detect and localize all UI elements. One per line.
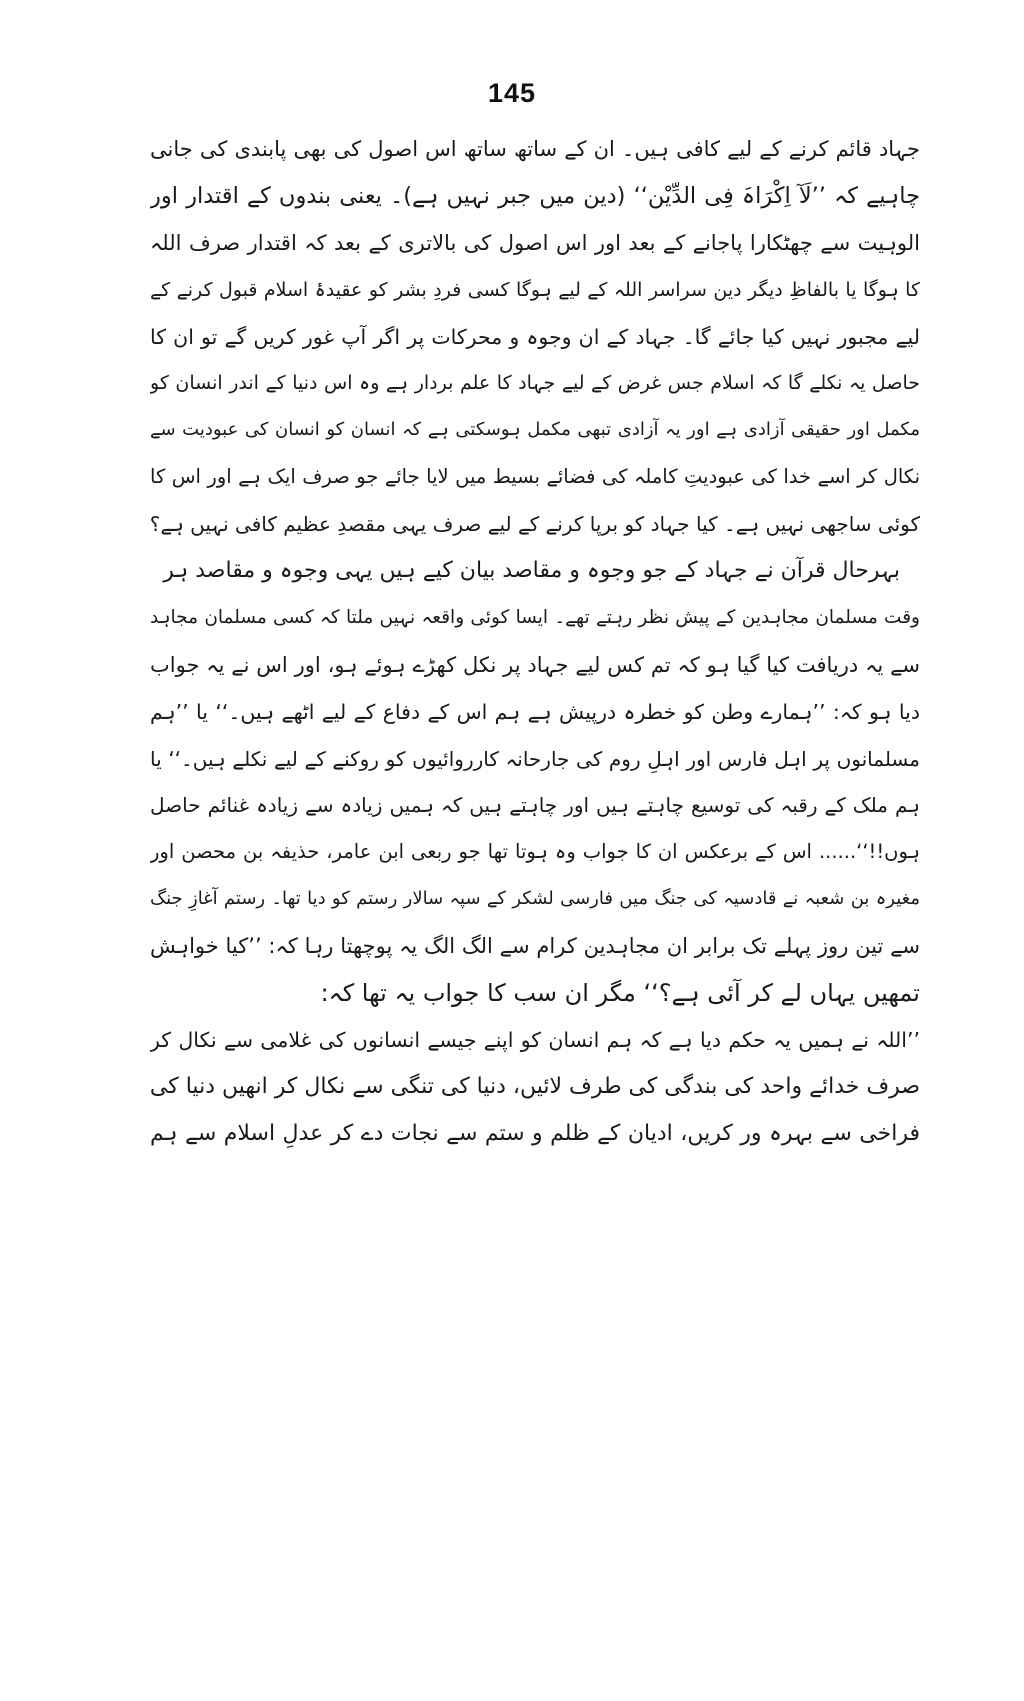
body-text	[150, 126, 920, 1158]
text-line: ہم ملک کے رقبہ کی توسیع چاہتے ہیں اور چاہتے ہیں کہ ہمیں زیادہ سے زیادہ غنائم حاصل	[150, 793, 920, 818]
text-line: کا ہوگا یا بالفاظِ دیگر دین سراسر اللہ کے لیے ہوگا کسی فردِ بشر کو عقیدۂ اسلام قبول کرنے کے	[150, 278, 920, 301]
text-line: سے تین روز پہلے تک برابر ان مجاہدین کرام سے الگ الگ یہ پوچھتا رہا کہ: ’’کیا خواہش	[150, 934, 920, 959]
quote-line: صرف خدائے واحد کی بندگی کی طرف لائیں، دنیا کی تنگی سے نکال کر انھیں دنیا کی	[150, 1073, 920, 1099]
text-line: لیے مجبور نہیں کیا جائے گا۔ جہاد کے ان وجوہ و محرکات پر اگر آپ غور کریں گے تو ان کا	[150, 324, 920, 349]
text-line: چاہیے کہ ’’لَآ اِکْرَاہَ فِی الدِّیْن‘‘ (دین میں جبر نہیں ہے)۔ یعنی بندوں کے اقتدار اور	[150, 182, 920, 209]
text-line: الوہیت سے چھٹکارا پاجانے کے بعد اور اس اصول کی بالاتری کے بعد کہ اقتدار صرف اللہ	[150, 230, 920, 255]
quote-line: فراخی سے بہرہ ور کریں، ادیان کے ظلم و ستم سے نجات دے کر عدلِ اسلام سے ہم	[150, 1120, 920, 1146]
text-line: تمھیں یہاں لے کر آئی ہے؟‘‘ مگر ان سب کا جواب یہ تھا کہ:	[320, 979, 920, 1008]
text-line: دیا ہو کہ: ’’ہمارے وطن کو خطرہ درپیش ہے ہم اس کے دفاع کے لیے اٹھے ہیں۔‘‘ یا ’’ہم	[150, 699, 920, 724]
text-line: ہوں!!‘‘...... اس کے برعکس ان کا جواب وہ ہوتا تھا جو ربعی ابن عامر، حذیفہ بن محصن اور	[150, 840, 920, 864]
page-number: 145	[487, 78, 537, 108]
text-line: نکال کر اسے خدا کی عبودیتِ کاملہ کی فضائے بسیط میں لایا جائے جو صرف ایک ہے اور اس کا	[150, 465, 920, 489]
text-line: جہاد قائم کرنے کے لیے کافی ہیں۔ ان کے ساتھ ساتھ اس اصول کی بھی پابندی کی جانی	[150, 137, 920, 161]
text-line: کوئی ساجھی نہیں ہے۔ کیا جہاد کو برپا کرنے کے لیے صرف یہی مقصدِ عظیم کافی نہیں ہے؟	[150, 512, 920, 537]
text-line: مکمل اور حقیقی آزادی ہے اور یہ آزادی تبھی مکمل ہوسکتی ہے کہ انسان کو انسان کی عبودیت سے	[150, 419, 920, 441]
text-line: مسلمانوں پر اہل فارس اور اہلِ روم کی جارحانہ کارروائیوں کو روکنے کے لیے نکلے ہیں۔‘‘ یا	[150, 746, 920, 771]
text-line: حاصل یہ نکلے گا کہ اسلام جس غرض کے لیے جہاد کا علم بردار ہے وہ اس دنیا کے اندر انسان کو	[150, 372, 920, 395]
text-line: بہرحال قرآن نے جہاد کے جو وجوہ و مقاصد بیان کیے ہیں یہی وجوہ و مقاصد ہر	[163, 558, 900, 584]
text-line: وقت مسلمان مجاہدین کے پیش نظر رہتے تھے۔ ایسا کوئی واقعہ نہیں ملتا کہ کسی مسلمان مجاہد	[150, 606, 920, 628]
text-line: مغیرہ بن شعبہ نے قادسیہ کی جنگ میں فارسی لشکر کے سپہ سالار رستم کو دیا تھا۔ رستم آغازِ جنگ	[150, 888, 920, 910]
quote-line: ’’اللہ نے ہمیں یہ حکم دیا ہے کہ ہم انسان کو اپنے جیسے انسانوں کی غلامی سے نکال کر	[150, 1027, 920, 1052]
text-line: سے یہ دریافت کیا گیا ہو کہ تم کس لیے جہاد پر نکل کھڑے ہوئے ہو، اور اس نے یہ جواب	[150, 652, 920, 677]
